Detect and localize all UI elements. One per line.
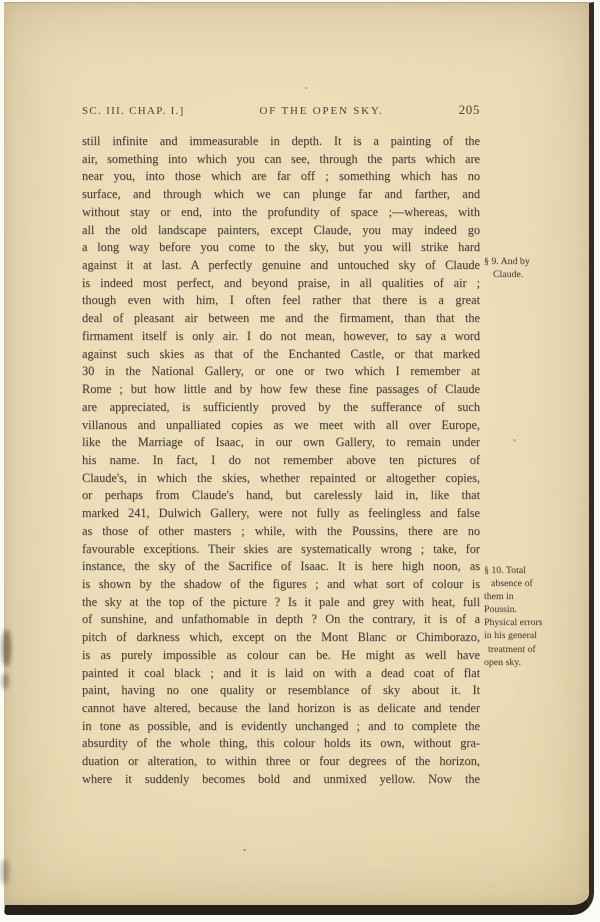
text-line: instance, the sky of the Sacrifice of Isaac. It is here high noon, as <box>82 559 480 574</box>
text-line: firmament itself is only air. I do not mean, however, to say a word <box>82 328 480 343</box>
margin-note-line: § 10. Total <box>484 565 526 576</box>
page-heading: OF THE OPEN SKY. <box>259 105 384 117</box>
text-line: Rome ; but how little and by how few these fine passages of Claude <box>82 382 480 397</box>
text-line: 30 in the National Gallery, or one or two which I remember at <box>82 364 480 379</box>
text-line: cannot have altered, because the land horizon is as delicate and tender <box>82 701 480 715</box>
text-line: marked 241, Dulwich Gallery, were not fully as feelingless and false <box>82 506 480 521</box>
text-line: all the old landscape painters, except Claude, you may indeed go <box>82 222 480 237</box>
running-header <box>82 102 480 118</box>
text-line: where it suddenly becomes bold and unmixed yellow. Now the <box>82 771 480 786</box>
text-line: painted it coal black ; and it is laid on with a dead coat of flat <box>82 665 480 680</box>
text-line: is as purely impossible as colour can be. He might as well have <box>82 647 480 662</box>
page-number: 205 <box>458 102 480 117</box>
paper-smudge <box>2 629 11 667</box>
margin-note-line: Physical errors <box>484 617 543 629</box>
text-line: air, something into which you can see, through the parts which are <box>82 151 480 166</box>
text-line: paint, having no one quality or resemblance of sky about it. It <box>82 683 480 698</box>
margin-note-section-10 <box>484 564 592 669</box>
text-line: still infinite and immeasurable in depth. It is a painting of the <box>82 134 480 148</box>
dust-speck <box>433 705 435 707</box>
margin-note-line: Claude. <box>493 268 524 280</box>
text-line: pitch of darkness which, except on the Mont Blanc or Chimborazo, <box>82 630 480 645</box>
text-line: against such skies as that of the Enchanted Castle, or that marked <box>82 346 480 361</box>
paper-smudge <box>2 673 9 689</box>
text-line: is shown by the shadow of the figures ; and what sort of colour is <box>82 576 480 591</box>
chapter-label: SC. III. CHAP. I.] <box>82 105 185 117</box>
text-line: like the Marriage of Isaac, in our own Gallery, to remain under <box>82 435 480 450</box>
text-line: surface, and through which we can plunge far and farther, and <box>82 187 480 202</box>
text-line: in tone as possible, and is evidently unchanged ; and to complete the <box>82 718 480 733</box>
text-line: his name. In fact, I do not remember above ten pictures of <box>82 452 480 467</box>
margin-note-line: absence of <box>491 578 533 590</box>
text-line: the sky at the top of the picture ? Is it pale and grey with heat, full <box>82 594 480 609</box>
dust-speck <box>170 543 172 546</box>
text-line: a long way before you come to the sky, but you will strike hard <box>82 240 480 255</box>
dust-speck <box>243 849 246 851</box>
margin-note-line: them in <box>484 591 514 603</box>
margin-note-line: § 9. And by <box>484 256 530 267</box>
margin-note-line: treatment of <box>488 643 536 655</box>
paper-smudge <box>1 859 9 885</box>
book-page <box>4 2 594 915</box>
body-text <box>82 133 480 789</box>
text-line: near you, into those which are far off ; something which has no <box>82 169 480 184</box>
text-line: favourable exceptions. Their skies are systematically wrong ; take, for <box>82 541 480 556</box>
margin-note-line: Poussin. <box>484 604 517 616</box>
margin-note-line: in his general <box>484 630 537 642</box>
margin-note-line: open sky. <box>484 656 521 668</box>
text-line: though even with him, I often feel rather that there is a great <box>82 293 480 308</box>
dust-speck <box>513 439 516 442</box>
text-line: against it at last. A perfectly genuine and untouched sky of Claude <box>82 258 480 273</box>
text-line: without stay or end, into the profundity of space ;—whereas, with <box>82 204 480 219</box>
text-line: is indeed most perfect, and beyond praise, in all qualities of air ; <box>82 275 480 290</box>
text-line: or perhaps from Claude's hand, but carelessly laid in, like that <box>82 488 480 503</box>
text-line: as those of other masters ; while, with the Poussins, there are no <box>82 523 480 538</box>
text-line: are appreciated, is sufficiently proved by the sufferance of such <box>82 399 480 414</box>
text-line: of sunshine, and unfathomable in depth ? On the contrary, it is of a <box>82 612 480 627</box>
text-line: deal of pleasant air between me and the firmament, than that the <box>82 311 480 326</box>
text-line: villanous and unpalliated copies as we meet with all over Europe, <box>82 417 480 432</box>
text-line: duation or alteration, to within three or four degrees of the horizon, <box>82 754 480 769</box>
margin-note-section-9 <box>484 256 592 281</box>
text-line: Claude's, in which the skies, whether repainted or altogether copies, <box>82 470 480 485</box>
dust-speck <box>305 87 307 89</box>
text-line: absurdity of the whole thing, this colour holds its own, without gra- <box>82 736 480 751</box>
